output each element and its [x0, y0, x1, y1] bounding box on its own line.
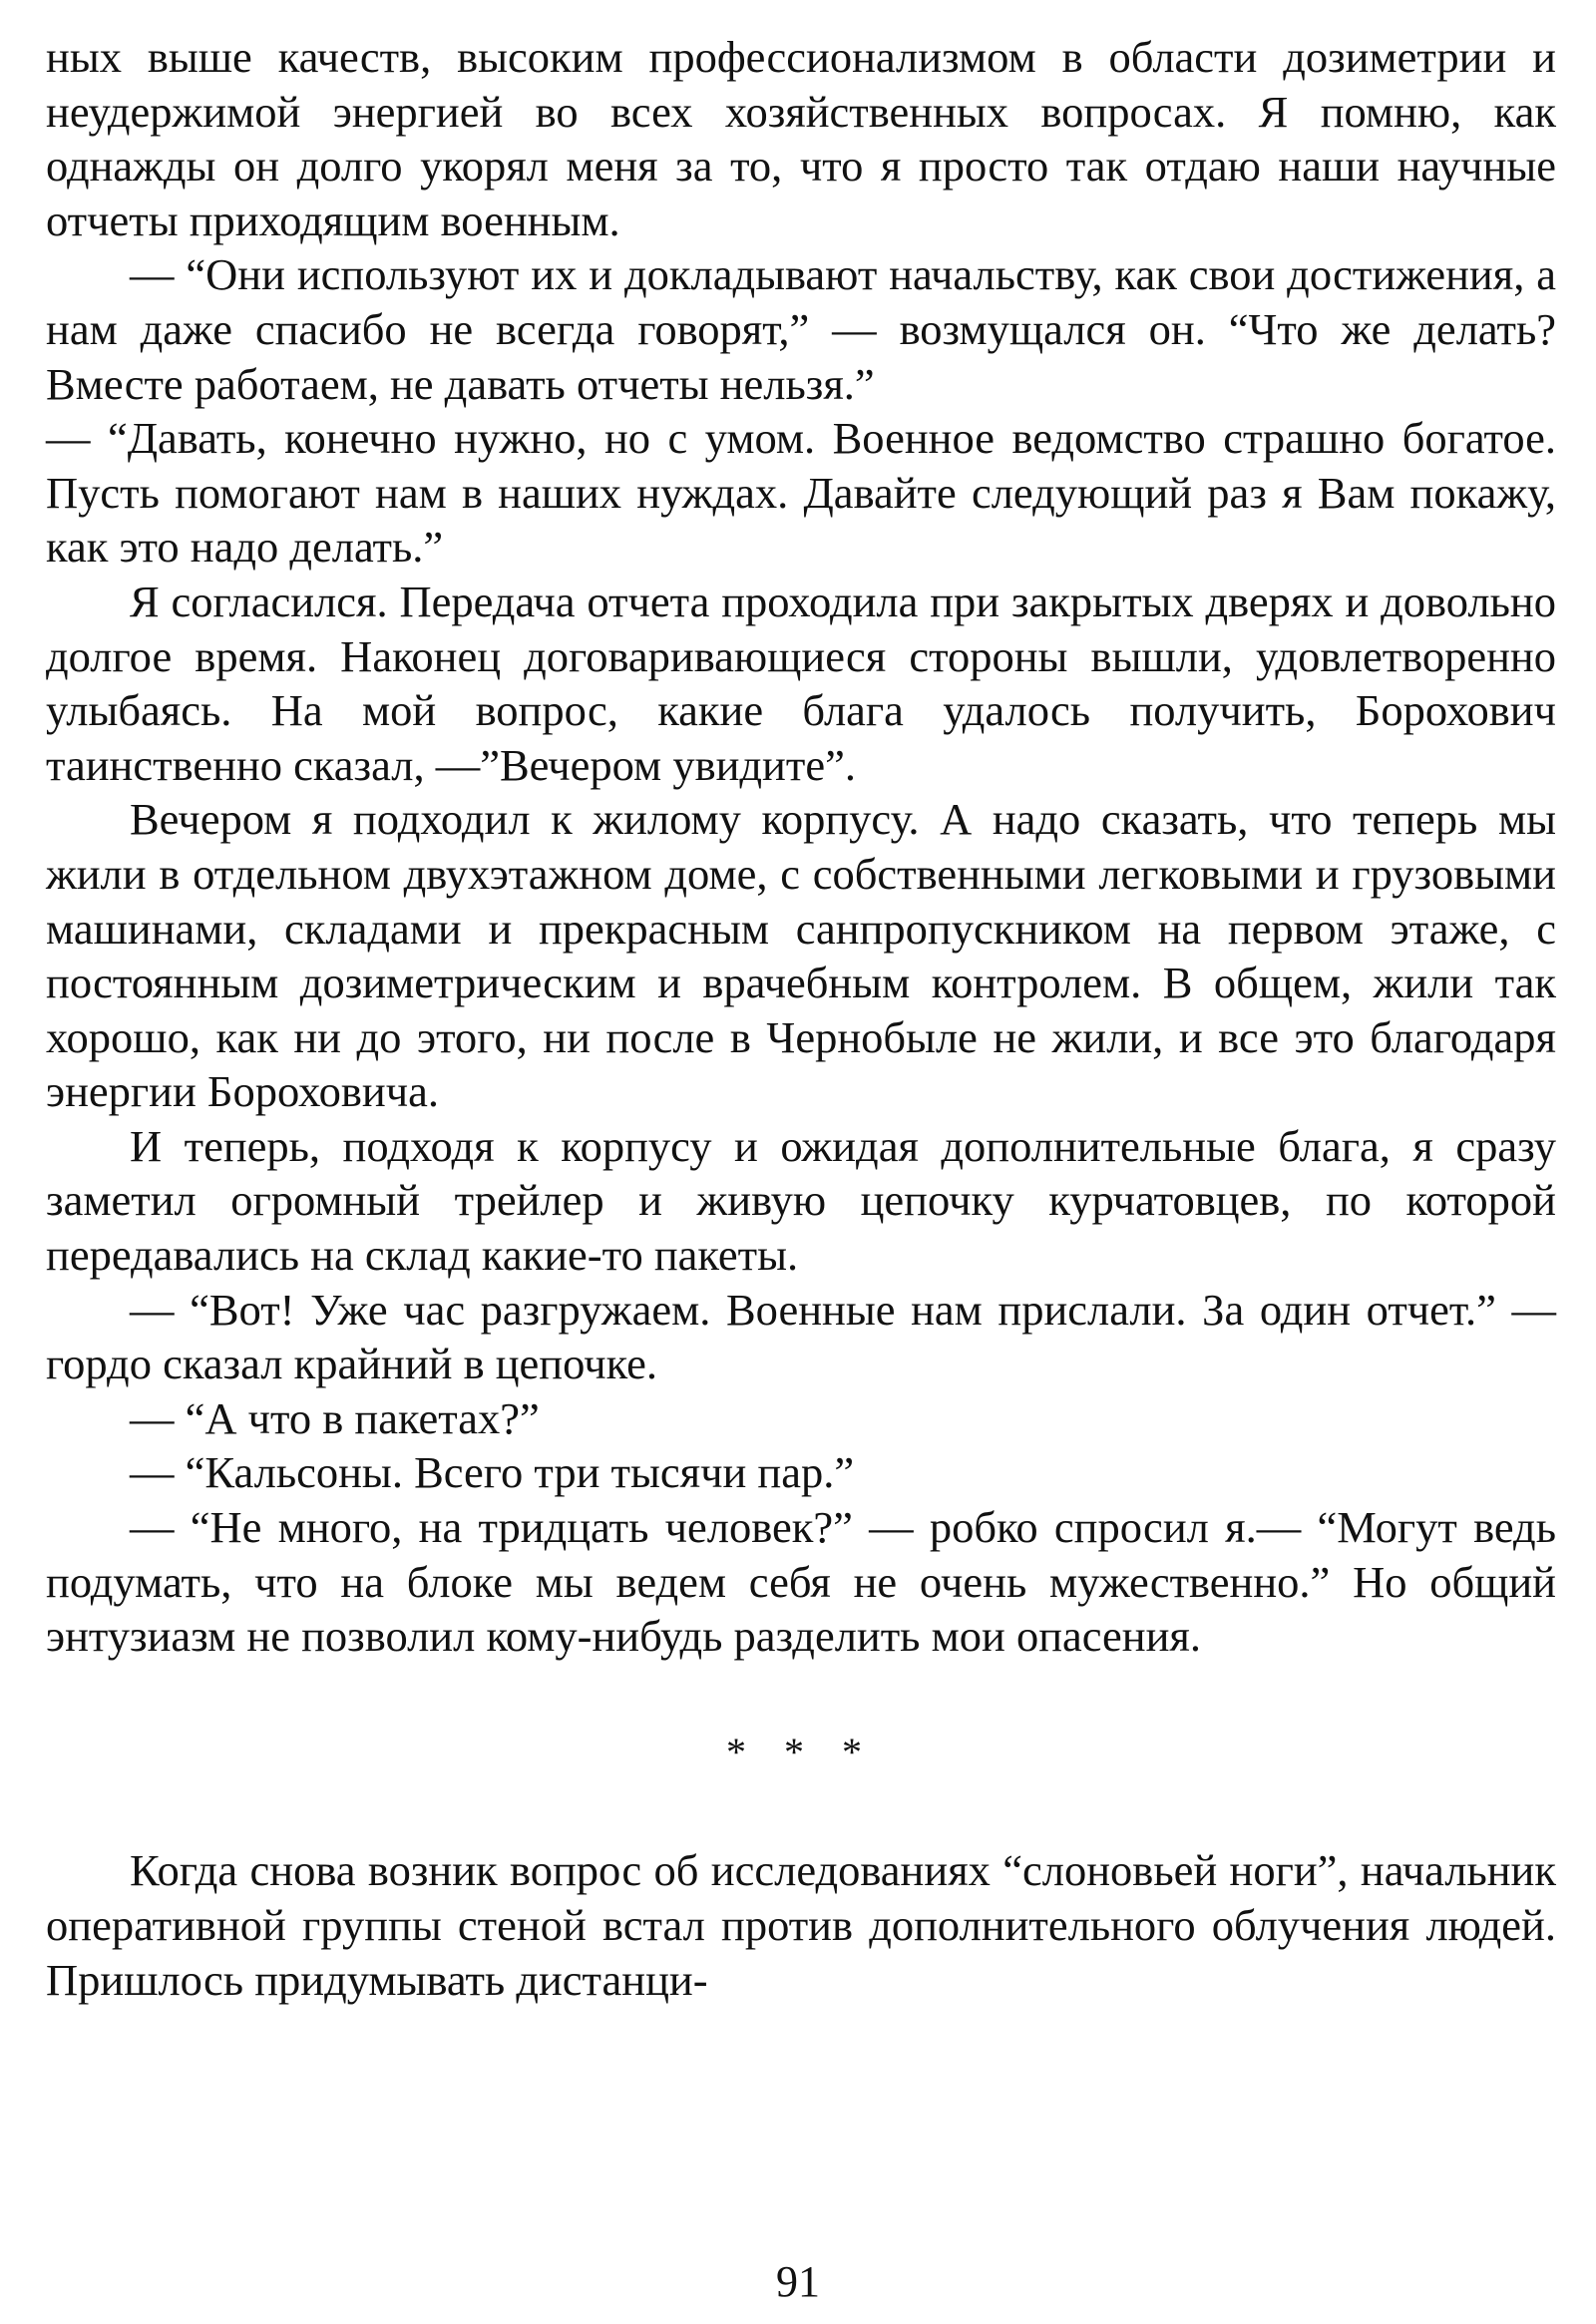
- paragraph-6: И теперь, подходя к корпусу и ожидая дополнительные блага, я сразу заметил огромный трейлер и живую цепочку курчатовцев, по которой передавались на склад какие-то пакеты.: [46, 1120, 1556, 1281]
- paragraph-10: — “Не много, на тридцать человек?” — робко спросил я.— “Могут ведь подумать, что на блоке мы ведем себя не очень мужественно.” Но общий энтузиазм не позволил кому-нибудь разделить мои опасения.: [46, 1502, 1556, 1662]
- paragraph-7: — “Вот! Уже час разгружаем. Военные нам прислали. За один отчет.” — гордо сказал крайний в цепочке.: [46, 1284, 1556, 1389]
- paragraph-4: Я согласился. Передача отчета проходила при закрытых дверях и довольно долгое время. Наконец договаривающиеся стороны вышли, удовлетворенно улыбаясь. На мой вопрос, какие блага удалось получить, Борохович таинственно сказал, —”Вечером увидите”.: [46, 576, 1556, 790]
- paragraph-3: — “Давать, конечно нужно, но с умом. Военное ведомство страшно богатое. Пусть помогают нам в наших нуждах. Давайте следующий раз я Вам покажу, как это надо делать.”: [46, 413, 1556, 573]
- paragraph-2: — “Они используют их и докладывают начальству, как свои достижения, а нам даже спасибо не всегда говорят,” — возмущался он. “Что же делать? Вместе работаем, не давать отчеты нельзя.”: [46, 249, 1556, 409]
- paragraph-5: Вечером я подходил к жилому корпусу. А надо сказать, что теперь мы жили в отдельном двухэтажном доме, с собственными легковыми и грузовыми машинами, складами и прекрасным санпропускником на первом этаже, с постоянным дозиметрическим и врачебным контролем. В общем, жили так хорошо, как ни до этого, ни после в Чернобыле не жили, и все это благодаря энергии Бороховича.: [46, 794, 1556, 1117]
- paragraph-9: — “Кальсоны. Всего три тысячи пар.”: [130, 1447, 855, 1498]
- page-body: [46, 30, 1556, 2007]
- section-separator: * * *: [726, 1729, 876, 1774]
- paragraph-8: — “А что в пакетах?”: [130, 1392, 540, 1443]
- paragraph-11: Когда снова возник вопрос об исследованиях “слоновьей ноги”, начальник оперативной группы стеной встал против дополнительного облучения людей. Пришлось придумывать дистанци-: [46, 1845, 1556, 2005]
- page-number: 91: [776, 2257, 820, 2306]
- paragraph-1: ных выше качеств, высоким профессионализмом в области дозиметрии и неудержимой энергией во всех хозяйственных вопросах. Я помню, как однажды он долго укорял меня за то, что я просто так отдаю наши научные отчеты приходящим военным.: [46, 32, 1556, 245]
